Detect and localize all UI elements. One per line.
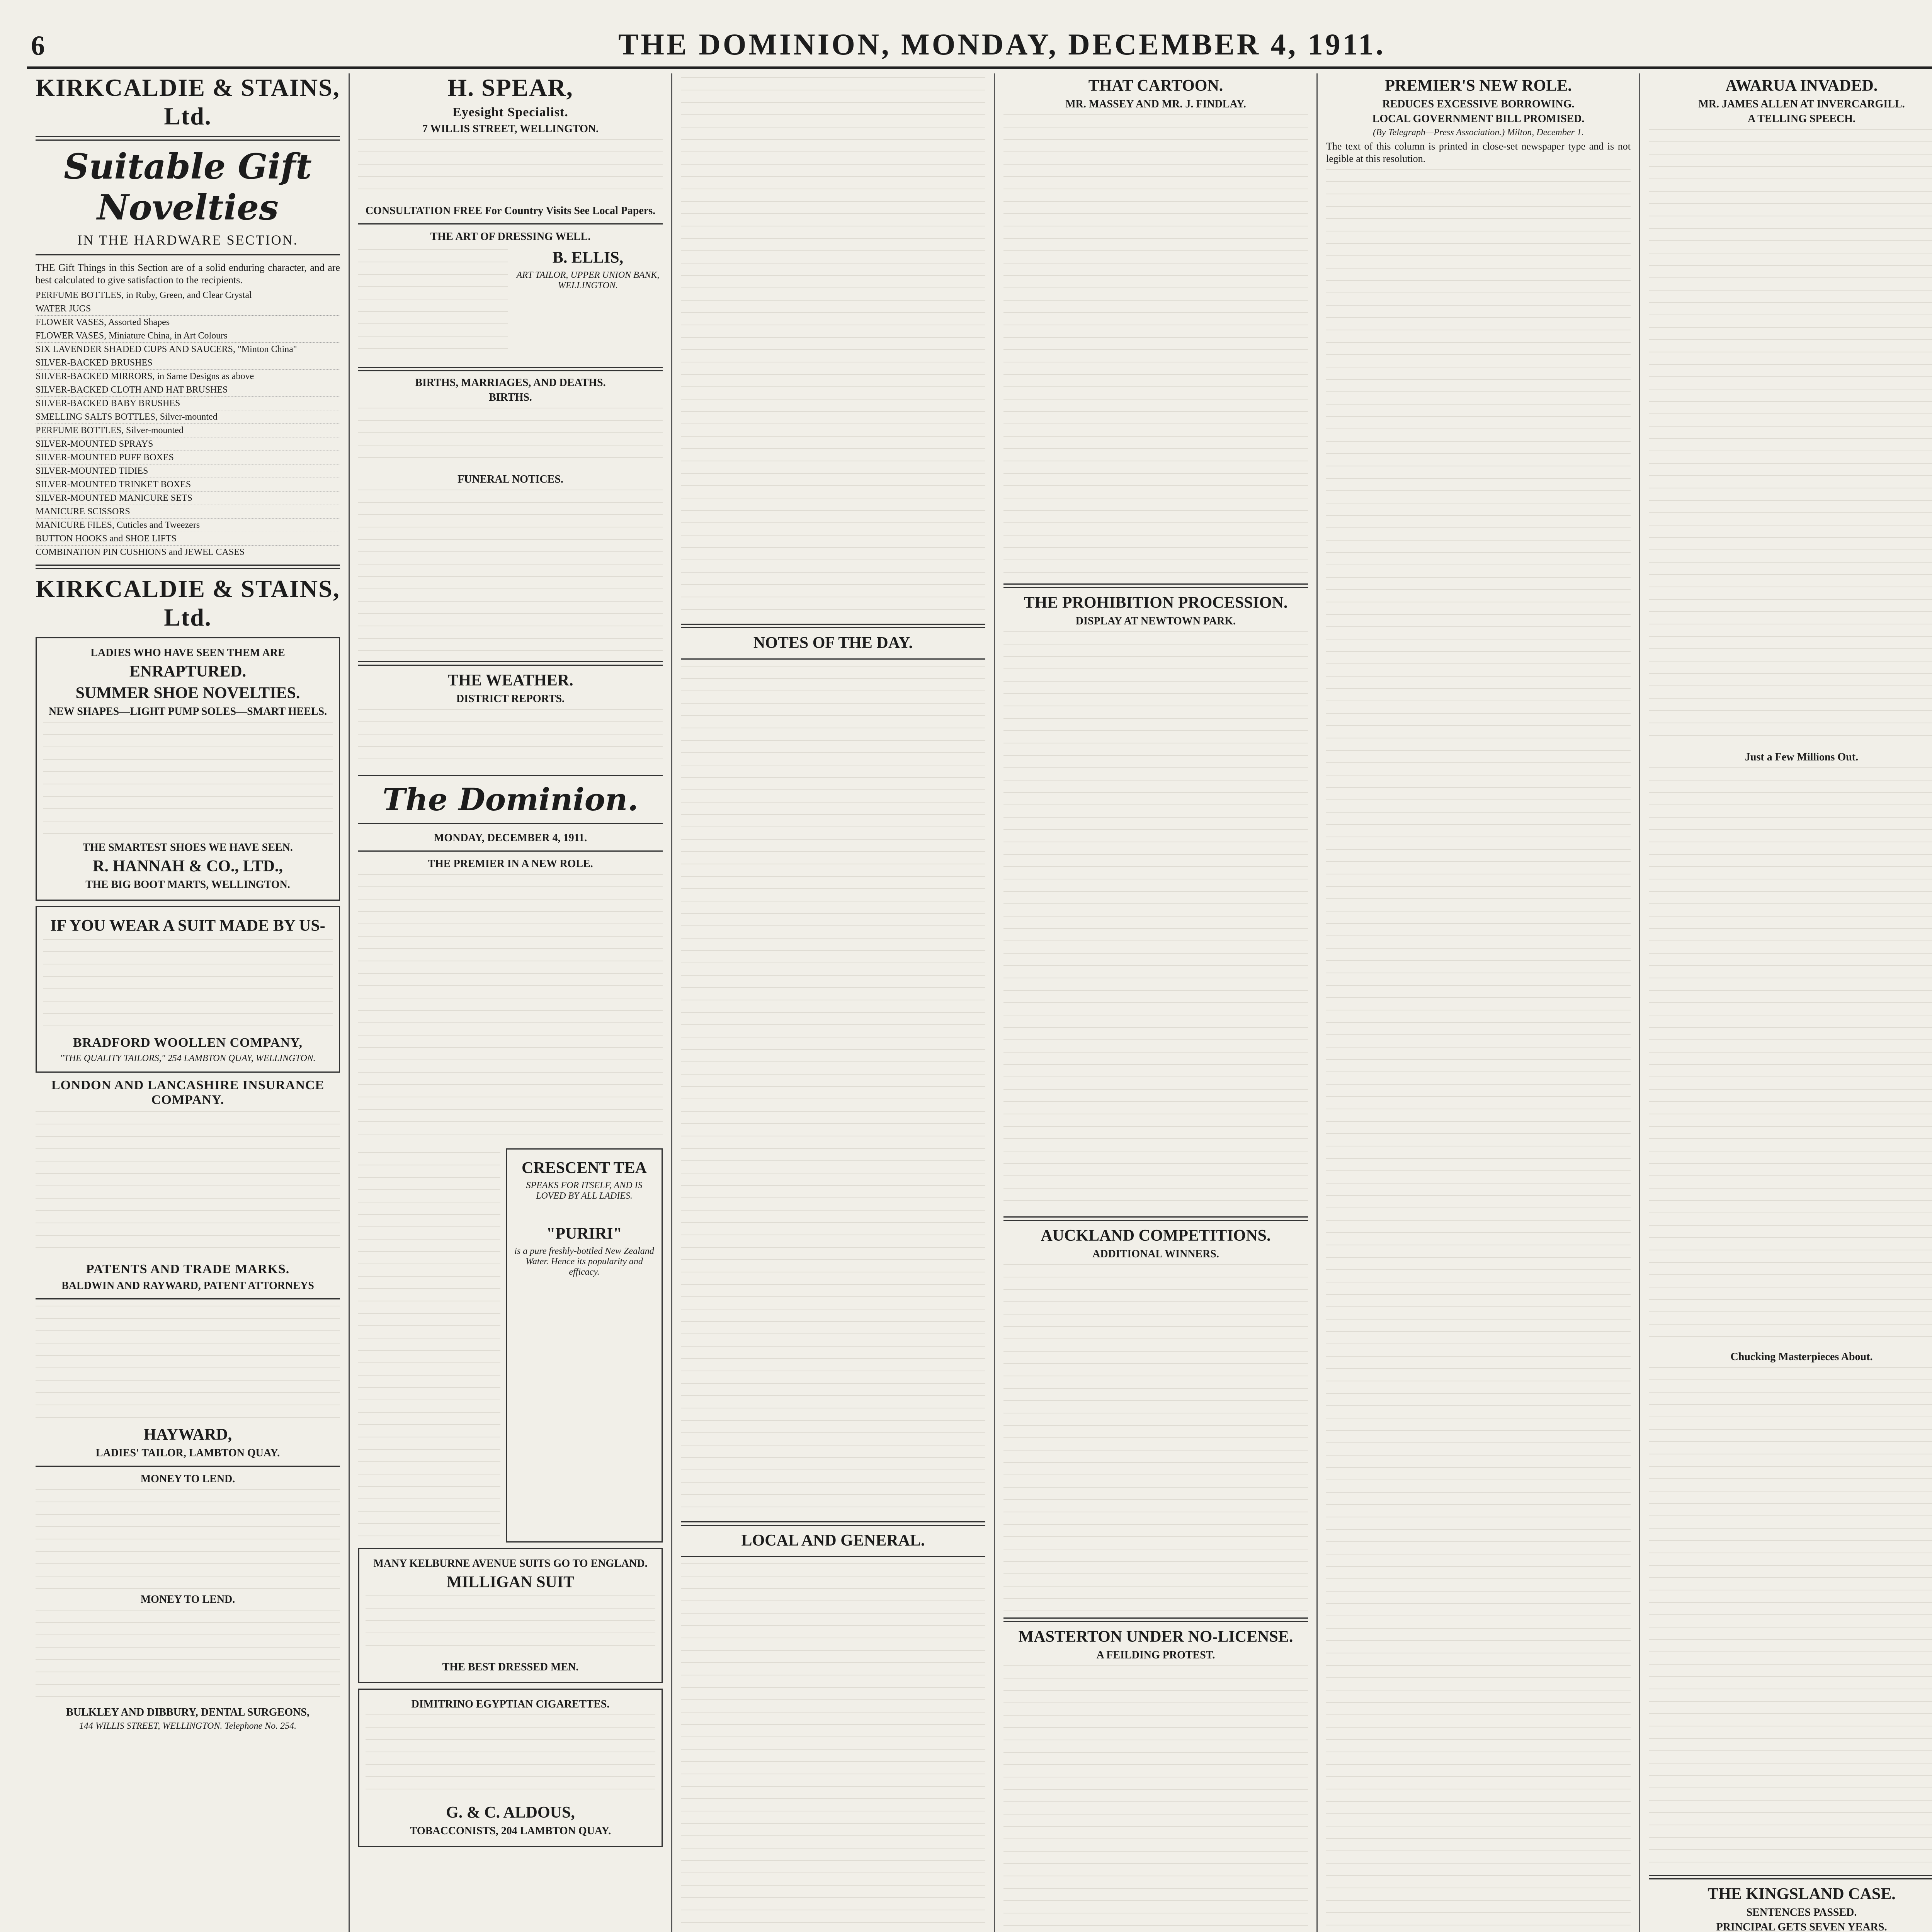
spear-consult: CONSULTATION FREE For Country Visits See Local Papers.: [365, 205, 656, 217]
bulkley: BULKLEY AND DIBBURY, DENTAL SURGEONS,: [66, 1706, 310, 1718]
body-text: The text of this column is printed in close-set newspaper type and is not legible at this resolution.: [1326, 141, 1631, 164]
masterton-sub: A FEILDING PROTEST.: [1096, 1649, 1215, 1661]
list-item: SILVER-MOUNTED TIDIES: [36, 464, 340, 478]
milligan-ad: [358, 1548, 663, 1683]
masthead: [27, 15, 1932, 69]
suit-ad: [36, 906, 340, 1073]
list-item: MANICURE SCISSORS: [36, 505, 340, 519]
hannah-sub: THE BIG BOOT MARTS, WELLINGTON.: [85, 879, 290, 891]
list-item: SILVER-BACKED BRUSHES: [36, 356, 340, 370]
london: LONDON AND LANCASHIRE INSURANCE COMPANY.: [51, 1078, 325, 1107]
shoe-heading: LADIES WHO HAVE SEEN THEM ARE: [90, 647, 285, 659]
weather: THE WEATHER.: [447, 672, 573, 689]
list-item: SMELLING SALTS BOTTLES, Silver-mounted: [36, 410, 340, 424]
premier-dateline: (By Telegraph—Press Association.) Milton, December 1.: [1373, 128, 1584, 138]
aldous-sub: TOBACCONISTS, 204 LAMBTON QUAY.: [410, 1825, 611, 1837]
column-4: [995, 73, 1318, 1932]
shoe-title: SUMMER SHOE NOVELTIES.: [75, 684, 300, 702]
kelburne: MANY KELBURNE AVENUE SUITS GO TO ENGLAND.: [373, 1558, 648, 1570]
births: BIRTHS.: [489, 391, 532, 403]
notes-heading: NOTES OF THE DAY.: [753, 634, 913, 652]
milligan: MILLIGAN SUIT: [446, 1573, 575, 1591]
masthead-title: THE DOMINION, MONDAY, DECEMBER 4, 1911.: [618, 27, 1386, 61]
column-5: [1318, 73, 1640, 1932]
bmd: BIRTHS, MARRIAGES, AND DEATHS.: [415, 377, 606, 389]
loan-subhead: Just a Few Millions Out.: [1745, 751, 1859, 763]
bradford-sub: "THE QUALITY TAILORS," 254 LAMBTON QUAY, WELLINGTON.: [60, 1053, 316, 1063]
money: MONEY TO LEND.: [140, 1473, 235, 1485]
list-item: SILVER-BACKED BABY BRUSHES: [36, 397, 340, 410]
masterton-heading: MASTERTON UNDER NO-LICENSE.: [1018, 1628, 1293, 1646]
funeral: FUNERAL NOTICES.: [457, 473, 563, 485]
list-item: BUTTON HOOKS and SHOE LIFTS: [36, 532, 340, 546]
list-item: PERFUME BOTTLES, Silver-mounted: [36, 424, 340, 437]
awarua-heading: AWARUA INVADED.: [1725, 77, 1878, 95]
kingsland-sub: SENTENCES PASSED.: [1746, 1906, 1857, 1918]
list-item: SILVER-MOUNTED SPRAYS: [36, 437, 340, 451]
page-number: 6: [31, 30, 45, 61]
list-item: SILVER-BACKED MIRRORS, in Same Designs as above: [36, 370, 340, 383]
weather-sub: DISTRICT REPORTS.: [456, 693, 565, 705]
shoe-sub: NEW SHAPES—LIGHT PUMP SOLES—SMART HEELS.: [48, 706, 327, 718]
gift-title: Suitable Gift Novelties: [64, 146, 312, 228]
dateline: MONDAY, DECEMBER 4, 1911.: [434, 832, 587, 844]
dimitrino: DIMITRINO EGYPTIAN CIGARETTES.: [411, 1698, 610, 1710]
gift-list: [36, 289, 340, 559]
dominion-logo: The Dominion.: [358, 775, 663, 824]
loan-subhead-2: Chucking Masterpieces About.: [1730, 1351, 1873, 1363]
list-item: SILVER-MOUNTED PUFF BOXES: [36, 451, 340, 464]
store-name: KIRKCALDIE & STAINS, Ltd.: [36, 74, 340, 130]
spear-addr: 7 WILLIS STREET, WELLINGTON.: [422, 123, 599, 135]
shoe-big: ENRAPTURED.: [129, 663, 247, 680]
competitions-heading: AUCKLAND COMPETITIONS.: [1041, 1227, 1271, 1245]
baldwin: BALDWIN AND RAYWARD, PATENT ATTORNEYS: [61, 1280, 314, 1292]
crescent-sub: SPEAKS FOR ITSELF, AND IS LOVED BY ALL LADIES.: [526, 1180, 643, 1201]
ellis-sub: ART TAILOR, UPPER UNION BANK, WELLINGTON.: [516, 270, 660, 291]
spear-sub: Eyesight Specialist.: [452, 105, 568, 119]
gift-intro: THE Gift Things in this Section are of a solid enduring character, and are best calculated to give satisfaction to the recipients.: [36, 262, 340, 286]
dressed: THE BEST DRESSED MEN.: [442, 1661, 579, 1673]
procession-heading: THE PROHIBITION PROCESSION.: [1024, 594, 1288, 612]
columns: [27, 73, 1932, 1932]
list-item: MANICURE FILES, Cuticles and Tweezers: [36, 519, 340, 532]
hannah: R. HANNAH & CO., LTD.,: [93, 857, 283, 875]
local-heading: LOCAL AND GENERAL.: [741, 1532, 925, 1549]
awarua-sub2: A TELLING SPEECH.: [1748, 113, 1855, 125]
kingsland-sub2: PRINCIPAL GETS SEVEN YEARS.: [1716, 1921, 1887, 1932]
ellis: B. ELLIS,: [552, 249, 624, 267]
list-item: FLOWER VASES, Miniature China, in Art Colours: [36, 329, 340, 343]
shoe-ad: [36, 637, 340, 901]
awarua-sub: MR. JAMES ALLEN AT INVERCARGILL.: [1698, 98, 1905, 110]
list-item: WATER JUGS: [36, 302, 340, 316]
hayward: HAYWARD,: [143, 1426, 232, 1444]
list-item: PERFUME BOTTLES, in Ruby, Green, and Clear Crystal: [36, 289, 340, 302]
puriri: "PURIRI": [546, 1225, 622, 1243]
premier-heading: PREMIER'S NEW ROLE.: [1385, 77, 1572, 95]
lead-heading: THE PREMIER IN A NEW ROLE.: [428, 858, 593, 870]
column-2: [350, 73, 672, 1932]
puriri-sub: is a pure freshly-bottled New Zealand Water. Hence its popularity and efficacy.: [514, 1246, 654, 1277]
dressing: THE ART OF DRESSING WELL.: [430, 231, 591, 243]
list-item: SILVER-MOUNTED MANICURE SETS: [36, 492, 340, 505]
procession-sub: DISPLAY AT NEWTOWN PARK.: [1075, 615, 1236, 627]
list-item: FLOWER VASES, Assorted Shapes: [36, 316, 340, 329]
list-item: SILVER-MOUNTED TRINKET BOXES: [36, 478, 340, 492]
gift-sub: IN THE HARDWARE SECTION.: [77, 232, 298, 248]
kingsland-heading: THE KINGSLAND CASE.: [1708, 1885, 1896, 1903]
premier-sub: REDUCES EXCESSIVE BORROWING.: [1382, 98, 1575, 110]
list-item: SILVER-BACKED CLOTH AND HAT BRUSHES: [36, 383, 340, 397]
shoe-footer: THE SMARTEST SHOES WE HAVE SEEN.: [83, 842, 293, 854]
column-6: [1640, 73, 1932, 1932]
suit-title: IF YOU WEAR A SUIT MADE BY US-: [50, 917, 325, 935]
patents: PATENTS AND TRADE MARKS.: [86, 1262, 290, 1276]
column-1: [27, 73, 350, 1932]
premier-sub2: LOCAL GOVERNMENT BILL PROMISED.: [1372, 113, 1585, 125]
aldous: G. & C. ALDOUS,: [446, 1804, 575, 1821]
bulkley-sub: 144 WILLIS STREET, WELLINGTON. Telephone No. 254.: [79, 1721, 297, 1731]
crescent: CRESCENT TEA: [521, 1159, 647, 1177]
list-item: COMBINATION PIN CUSHIONS and JEWEL CASES: [36, 546, 340, 559]
spear: H. SPEAR,: [447, 74, 573, 101]
dimitrino-ad: [358, 1689, 663, 1847]
list-item: SIX LAVENDER SHADED CUPS AND SAUCERS, "Minton China": [36, 343, 340, 356]
store-name-2: KIRKCALDIE & STAINS, Ltd.: [36, 575, 340, 631]
cartoon-heading: THAT CARTOON.: [1088, 77, 1223, 95]
column-3: [672, 73, 995, 1932]
hayward-sub: LADIES' TAILOR, LAMBTON QUAY.: [95, 1447, 280, 1459]
bradford: BRADFORD WOOLLEN COMPANY,: [73, 1036, 303, 1050]
cartoon-sub: MR. MASSEY AND MR. J. FINDLAY.: [1065, 98, 1246, 110]
competitions-sub: ADDITIONAL WINNERS.: [1092, 1248, 1219, 1260]
money-2: MONEY TO LEND.: [140, 1594, 235, 1605]
